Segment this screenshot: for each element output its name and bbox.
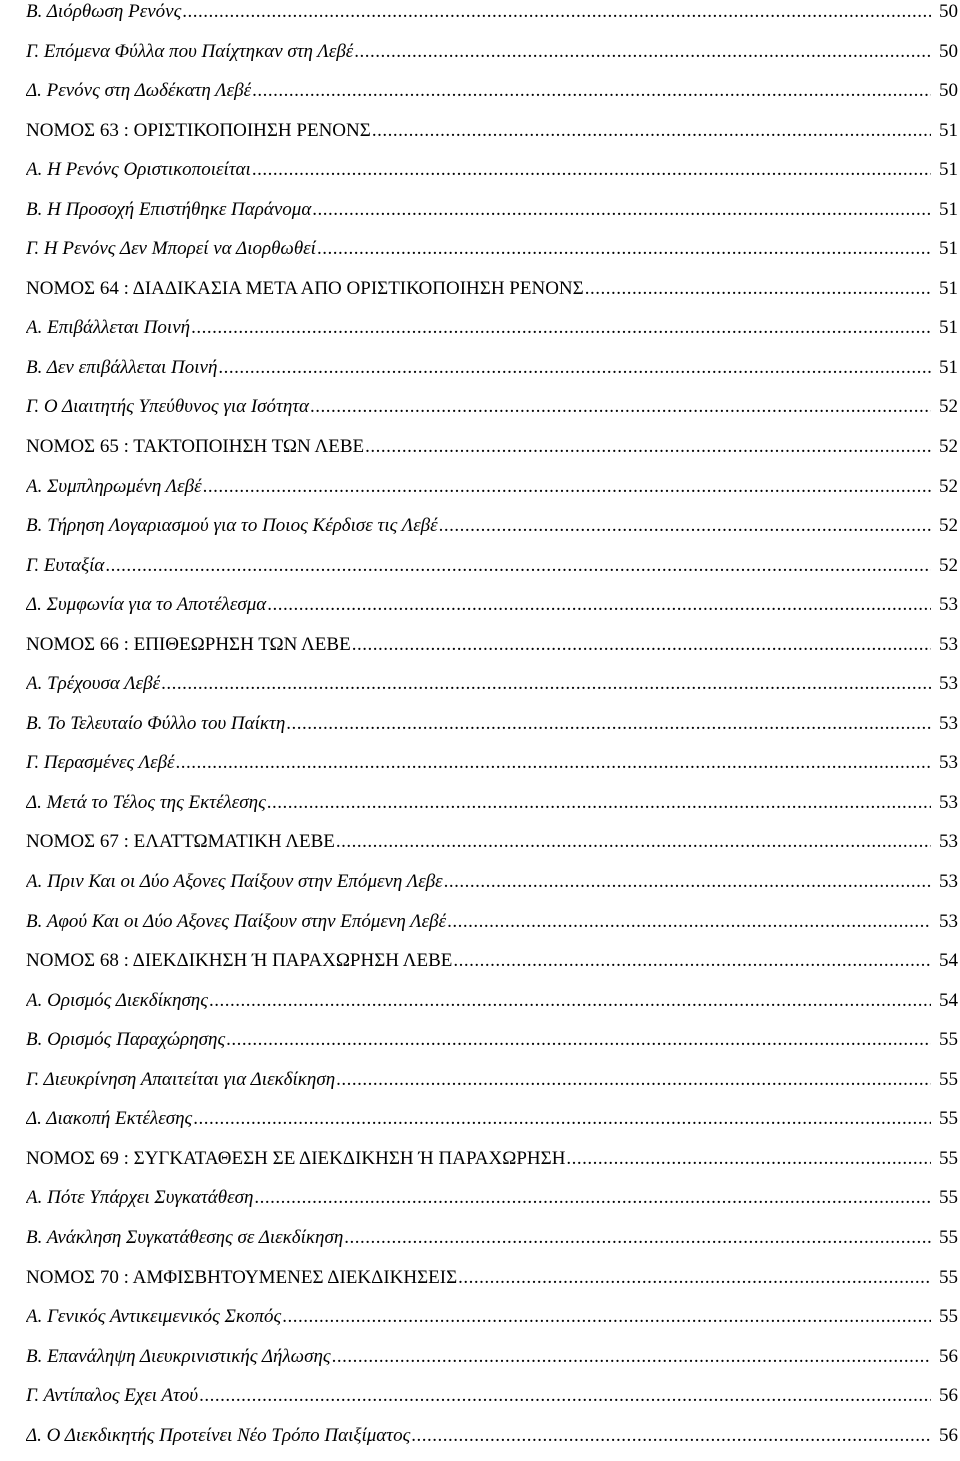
toc-law-row[interactable] bbox=[26, 947, 958, 987]
toc-page-number: 51 bbox=[939, 277, 958, 299]
dot-leader bbox=[332, 1343, 931, 1371]
toc-entry-title: ΝΟΜΟΣ 65 : ΤΑΚΤΟΠΟΙΗΣΗ ΤΩΝ ΛΕΒΕ bbox=[26, 436, 365, 458]
toc-law-row[interactable] bbox=[26, 1264, 958, 1304]
toc-section-row[interactable] bbox=[26, 868, 958, 908]
toc-page-number: 55 bbox=[939, 1029, 958, 1051]
toc-section-row[interactable] bbox=[26, 393, 958, 433]
toc-page-number: 52 bbox=[939, 396, 958, 418]
dot-leader bbox=[336, 1066, 931, 1094]
toc-section-row[interactable] bbox=[26, 1382, 958, 1422]
toc-entry-title: ΝΟΜΟΣ 67 : ΕΛΑΤΤΩΜΑΤΙΚΗ ΛΕΒΕ bbox=[26, 831, 335, 853]
toc-entry-title: Γ. Περασμένες Λεβέ bbox=[26, 752, 175, 774]
toc-entry-title: Α. Τρέχουσα Λεβέ bbox=[26, 673, 161, 695]
toc-page-number: 55 bbox=[939, 1226, 958, 1248]
toc-section-row[interactable] bbox=[26, 1224, 958, 1264]
dot-leader bbox=[585, 275, 931, 303]
dot-leader bbox=[209, 987, 931, 1015]
toc-entry-title: Α. Πριν Και οι Δύο Αξονες Παίξουν στην Επόμενη Λεβε bbox=[26, 871, 443, 893]
dot-leader bbox=[354, 38, 931, 66]
toc-entry-title: Δ. Μετά το Τέλος της Εκτέλεσης bbox=[26, 791, 266, 813]
toc-law-row[interactable] bbox=[26, 631, 958, 671]
toc-entry-title: ΝΟΜΟΣ 66 : ΕΠΙΘΕΩΡΗΣΗ ΤΩΝ ΛΕΒΕ bbox=[26, 633, 351, 655]
toc-law-row[interactable] bbox=[26, 1145, 958, 1185]
toc-page-number: 52 bbox=[939, 436, 958, 458]
toc-entry-title: Δ. Ο Διεκδικητής Προτείνει Νέο Τρόπο Παιξίματος bbox=[26, 1424, 411, 1446]
toc-page-number: 53 bbox=[939, 791, 958, 813]
toc-entry-title: Γ. Ευταξία bbox=[26, 554, 105, 576]
toc-entry-title: Β. Η Προσοχή Επιστήθηκε Παράνομα bbox=[26, 198, 312, 220]
dot-leader bbox=[317, 235, 931, 263]
toc-entry-title: Δ. Διακοπή Εκτέλεσης bbox=[26, 1108, 193, 1130]
toc-law-row[interactable] bbox=[26, 275, 958, 315]
toc-entry-title: Β. Επανάληψη Διευκρινιστικής Δήλωσης bbox=[26, 1345, 331, 1367]
toc-section-row[interactable] bbox=[26, 235, 958, 275]
toc-section-row[interactable] bbox=[26, 77, 958, 117]
toc-page-number: 51 bbox=[939, 238, 958, 260]
dot-leader bbox=[312, 196, 931, 224]
toc-entry-title: Δ. Ρενόνς στη Δωδέκατη Λεβέ bbox=[26, 80, 252, 102]
toc-entry-title: Α. Επιβάλλεται Ποινή bbox=[26, 317, 191, 339]
toc-entry-title: ΝΟΜΟΣ 68 : ΔΙΕΚΔΙΚΗΣΗ Ή ΠΑΡΑΧΩΡΗΣΗ ΛΕΒΕ bbox=[26, 950, 453, 972]
toc-page-number: 50 bbox=[939, 80, 958, 102]
toc-section-row[interactable] bbox=[26, 789, 958, 829]
toc-page-number: 53 bbox=[939, 633, 958, 655]
toc-section-row[interactable] bbox=[26, 473, 958, 513]
toc-entry-title: Γ. Αντίπαλος Εχει Ατού bbox=[26, 1385, 199, 1407]
toc-page-number: 52 bbox=[939, 515, 958, 537]
toc-section-row[interactable] bbox=[26, 0, 958, 38]
toc-page-number: 52 bbox=[939, 554, 958, 576]
dot-leader bbox=[252, 77, 931, 105]
toc-section-row[interactable] bbox=[26, 314, 958, 354]
toc-section-row[interactable] bbox=[26, 987, 958, 1027]
toc-section-row[interactable] bbox=[26, 552, 958, 592]
dot-leader bbox=[282, 1303, 931, 1331]
toc-entry-title: ΝΟΜΟΣ 70 : ΑΜΦΙΣΒΗΤΟΥΜΕΝΕΣ ΔΙΕΚΔΙΚΗΣΕΙΣ bbox=[26, 1266, 458, 1288]
toc-page-number: 50 bbox=[939, 40, 958, 62]
dot-leader bbox=[199, 1382, 931, 1410]
dot-leader bbox=[218, 354, 931, 382]
dot-leader bbox=[267, 789, 931, 817]
toc-page-number: 56 bbox=[939, 1385, 958, 1407]
toc-page-number: 51 bbox=[939, 159, 958, 181]
toc-section-row[interactable] bbox=[26, 156, 958, 196]
toc-section-row[interactable] bbox=[26, 908, 958, 948]
dot-leader bbox=[336, 828, 931, 856]
dot-leader bbox=[447, 908, 931, 936]
dot-leader bbox=[352, 631, 931, 659]
toc-entry-title: Α. Ορισμός Διεκδίκησης bbox=[26, 989, 208, 1011]
toc-page-number: 54 bbox=[939, 989, 958, 1011]
toc-page-number: 56 bbox=[939, 1424, 958, 1446]
toc-section-row[interactable] bbox=[26, 670, 958, 710]
toc-page-number: 55 bbox=[939, 1306, 958, 1328]
toc-entry-title: Δ. Συμφωνία για το Αποτέλεσμα bbox=[26, 594, 267, 616]
dot-leader bbox=[344, 1224, 931, 1252]
toc-page-number: 51 bbox=[939, 356, 958, 378]
toc-entry-title: ΝΟΜΟΣ 69 : ΣΥΓΚΑΤΑΘΕΣΗ ΣΕ ΔΙΕΚΔΙΚΗΣΗ Ή ΠΑΡΑΧΩΡΗΣΗ bbox=[26, 1147, 566, 1169]
toc-section-row[interactable] bbox=[26, 354, 958, 394]
dot-leader bbox=[254, 1184, 931, 1212]
dot-leader bbox=[267, 591, 931, 619]
toc-page-number: 52 bbox=[939, 475, 958, 497]
toc-page-number: 53 bbox=[939, 673, 958, 695]
toc-entry-title: Α. Συμπληρωμένη Λεβέ bbox=[26, 475, 202, 497]
toc-page-number: 51 bbox=[939, 198, 958, 220]
toc-section-row[interactable] bbox=[26, 1066, 958, 1106]
toc-section-row[interactable] bbox=[26, 196, 958, 236]
toc-page-number: 56 bbox=[939, 1345, 958, 1367]
toc-page-number: 55 bbox=[939, 1068, 958, 1090]
toc-section-row[interactable] bbox=[26, 710, 958, 750]
dot-leader bbox=[252, 156, 931, 184]
toc-page-number: 53 bbox=[939, 910, 958, 932]
dot-leader bbox=[226, 1026, 931, 1054]
toc-section-row[interactable] bbox=[26, 512, 958, 552]
toc-entry-title: Γ. Ο Διαιτητής Υπεύθυνος για Ισότητα bbox=[26, 396, 310, 418]
toc-page-number: 55 bbox=[939, 1147, 958, 1169]
dot-leader bbox=[372, 117, 931, 145]
toc-entry-title: ΝΟΜΟΣ 64 : ΔΙΑΔΙΚΑΣΙΑ ΜΕΤΑ ΑΠΟ ΟΡΙΣΤΙΚΟΠΟΙΗΣΗ ΡΕΝΟΝΣ bbox=[26, 277, 584, 299]
toc-entry-title: Β. Το Τελευταίο Φύλλο του Παίκτη bbox=[26, 712, 286, 734]
toc-entry-title: Γ. Η Ρενόνς Δεν Μπορεί να Διορθωθεί bbox=[26, 238, 316, 260]
dot-leader bbox=[286, 710, 931, 738]
dot-leader bbox=[182, 0, 931, 26]
dot-leader bbox=[176, 749, 931, 777]
dot-leader bbox=[161, 670, 931, 698]
toc-entry-title: Β. Ορισμός Παραχώρησης bbox=[26, 1029, 226, 1051]
toc-section-row[interactable] bbox=[26, 1422, 958, 1461]
toc-entry-title: Γ. Επόμενα Φύλλα που Παίχτηκαν στη Λεβέ bbox=[26, 40, 354, 62]
toc-page-number: 53 bbox=[939, 594, 958, 616]
dot-leader bbox=[411, 1422, 931, 1450]
toc-section-row[interactable] bbox=[26, 1343, 958, 1383]
toc-law-row[interactable] bbox=[26, 117, 958, 157]
toc-section-row[interactable] bbox=[26, 1303, 958, 1343]
toc-entry-title: Γ. Διευκρίνηση Απαιτείται για Διεκδίκηση bbox=[26, 1068, 336, 1090]
dot-leader bbox=[105, 552, 931, 580]
dot-leader bbox=[458, 1264, 931, 1292]
dot-leader bbox=[453, 947, 931, 975]
dot-leader bbox=[365, 433, 931, 461]
dot-leader bbox=[310, 393, 931, 421]
dot-leader bbox=[203, 473, 931, 501]
toc-page-number: 50 bbox=[939, 1, 958, 22]
toc-page-number: 51 bbox=[939, 317, 958, 339]
toc-section-row[interactable] bbox=[26, 591, 958, 631]
toc-entry-title: Α. Πότε Υπάρχει Συγκατάθεση bbox=[26, 1187, 254, 1209]
toc-law-row[interactable] bbox=[26, 433, 958, 473]
toc-page-number: 55 bbox=[939, 1266, 958, 1288]
toc-law-row[interactable] bbox=[26, 828, 958, 868]
table-of-contents bbox=[26, 0, 958, 1461]
toc-entry-title: Α. Γενικός Αντικειμενικός Σκοπός bbox=[26, 1306, 282, 1328]
toc-section-row[interactable] bbox=[26, 749, 958, 789]
toc-entry-title: Α. Η Ρενόνς Οριστικοποιείται bbox=[26, 159, 251, 181]
toc-page-number: 55 bbox=[939, 1108, 958, 1130]
toc-page-number: 53 bbox=[939, 831, 958, 853]
toc-section-row[interactable] bbox=[26, 38, 958, 78]
dot-leader bbox=[191, 314, 931, 342]
toc-page-number: 53 bbox=[939, 712, 958, 734]
dot-leader bbox=[439, 512, 931, 540]
toc-page-number: 55 bbox=[939, 1187, 958, 1209]
toc-entry-title: Β. Ανάκληση Συγκατάθεσης σε Διεκδίκηση bbox=[26, 1226, 344, 1248]
toc-page-number: 53 bbox=[939, 871, 958, 893]
toc-entry-title: Β. Διόρθωση Ρενόνς bbox=[26, 1, 182, 22]
toc-entry-title: Β. Αφού Και οι Δύο Αξονες Παίξουν στην Επόμενη Λεβέ bbox=[26, 910, 447, 932]
toc-entry-title: Β. Τήρηση Λογαριασμού για το Ποιος Κέρδισε τις Λεβέ bbox=[26, 515, 438, 537]
dot-leader bbox=[193, 1105, 931, 1133]
toc-page-number: 54 bbox=[939, 950, 958, 972]
dot-leader bbox=[444, 868, 931, 896]
toc-page-number: 53 bbox=[939, 752, 958, 774]
toc-section-row[interactable] bbox=[26, 1026, 958, 1066]
toc-section-row[interactable] bbox=[26, 1105, 958, 1145]
dot-leader bbox=[566, 1145, 931, 1173]
toc-entry-title: ΝΟΜΟΣ 63 : ΟΡΙΣΤΙΚΟΠΟΙΗΣΗ ΡΕΝΟΝΣ bbox=[26, 119, 371, 141]
toc-entry-title: Β. Δεν επιβάλλεται Ποινή bbox=[26, 356, 218, 378]
toc-section-row[interactable] bbox=[26, 1184, 958, 1224]
toc-page-number: 51 bbox=[939, 119, 958, 141]
